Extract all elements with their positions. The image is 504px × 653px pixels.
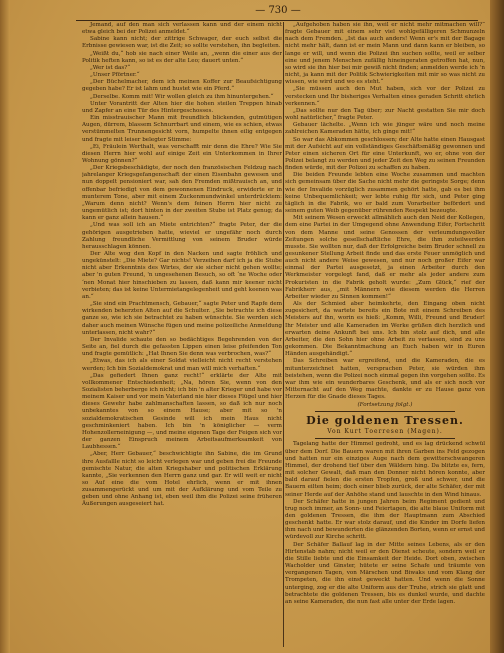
header-rule [76,20,478,21]
paragraph: Der Schäfer hatte in jungen Jahren beim Regiment gedient und trug noch immer, an Sonn- und Feiertagen, die alte blaue Uniform mit den goldenen Tressen, die ihm der Hauptmann zum Abschied geschenkt hatte. Er war stolz darauf, und die Kinder im Dorfe liefen ihm nach und bewunderten die glänzenden Borten, wenn er ernst und würdevoll zur Kirche schritt. [285,498,485,541]
paragraph: „Sie müssen auch den Mut haben, sich vor der Polizei zu verstecken und Ihr bisheriges Verhalten eines geraden Schritt ehrlich verkennen.“ [285,86,485,107]
column-divider [283,22,284,647]
left-column [82,22,282,642]
paragraph: „Weißt du,“ hob sie nach einer Weile an, „wenn die einer aus der Politik heften kann, so ist es der alte Leo; dauert unten.“ [82,50,282,64]
paragraph: Der Invalide schaute den so bedächtiges Begehrenden von der Seite an, fiel durch die gefassten Lippen einen leise pfeifenden Ton und fragte gemütlich: „Hat Ihnen Sie denn was verbrochen, was?“ [82,336,282,358]
paragraph: Als der Schmied aber heimkehrte, den Eingang oben nicht zugesichert, da wartete bereits ein Bote mit einem Schreiben des Meisters auf ihn, worin es hieß: „Komm, Willi, Freund und Bruder! Ihr Meister und alle Kameraden im Werke grüßen dich herzlich und erwarten deine Ankunft bei uns. Ich bin stolz auf dich, und alle Arbeiter, die den Sohn hier ohne Arbeit zu verlassen, sind zu uns gekommen. Die Bekanntmachung an Euch haben wir in Euren Händen ausgehändigt.“ [285,301,485,358]
paragraph: „Aber, Herr Gebauer,“ beschwichtigte ihn Sabine, die im Grund ihre Ausfallle nicht so leicht verlegen war und geben frei die Freunde gemischte Natur, die alten Kriegshaber und politischen Erklärung kannte, „Sie verkennen den Herrn ganz und gar. Er will weit er nicht so Auf eine die vom Hotel ehrlich, wenn er mit ihnen zusammengerückt und um mit der Aufklärung und vom Teile zu geben und ohne Anhang ist, eben weil ihm die Polizei seine früheren Äußerungen ausgeseiert hat. [82,451,282,508]
paragraph: „Der Büchelmacher, dem ich meinen Koffer zur Beaufsichtigung gegeben habe? Er ist lahm und hustet wie ein Pferd.“ [82,79,282,93]
paragraph: „Das sollte nur den Tag über; zur Nacht gestatten Sie mir doch wohl natürlicher,“ fragte Peter. [285,107,485,122]
paragraph: Der Alte wog den Kopf in den Nacken und sagte fröhlich und ungekünstelt: „Die Miete? Gar nichts! Verzeihen darf ich ja die Stube nicht aber Erkenntnis des Wirtes, der sie sicher nicht gehen wollte; aber 'n guten Freund, 'n ungesehenen Besuch, so oft ‘ne Woche oder ‘nen Monat hier hinschieben zu lassen, daß kann mir keener nicht verbieten; das ist keine Untermietangelegenheit und geht keenen was an.“ [82,251,282,300]
paragraph: Gebauer lächelte. „Wenn ich wie jünger wäre und noch meine zahlreichen Kameraden hätte, ich ginge mit!“ [285,122,485,136]
continuation-note: (Fortsetzung folgt.) [357,402,413,409]
paragraph: „Etwas, das ich als einer Soldat vielleicht nicht recht verstehen werden; Ich bin Sozialdemokrat und man will mich verhaften.“ [82,358,282,372]
page-left-edge [0,0,10,653]
paragraph: „Sie sind ein Prachtmensch, Gebauer,“ sagte Peter und Rapfe dem wirkenden beherzten Alten auf die Schulter. „Sie betrachte ich diese ganze so, wie ich sie betrachtet zu haben wünschte. Sie werden sich daher auch meinen Wünsche fügen und meine polizeiliche Anmeldung unterlassen, nicht wahr?“ [82,301,282,336]
paragraph: „Derselbe. Komm mit! Wir wollen gleich zu ihm hinuntergehen.“ [90,93,274,100]
story-byline: Von Kurt Toerresen (Magen). [327,428,443,436]
paragraph: „Unser Pförtner.“ [90,72,140,79]
story-body-text [285,441,485,606]
story-title: Die goldenen Tressen. [306,414,464,428]
paragraph: „Der Kriegsbeschädigte, der noch den französischen Feldzug nach jahrelanger Kriegsgefangenschaft der einen Eisenbahn gewesen und nun doppelt pensioniert war, sah den Fremden mißtrauisch an, und offenbar befriedigt von dem gewonnenen Eindruck, erwiderte er in munterem Tone, aber mit einem Zuckenmundwinkel unterdrücktem: „Warum denn nicht? Wenn's dem feinen Herrn hier nicht zu ungemütlich ist; dort hinten in der zweiten Stube ist Platz genug; da kann er ganz allein hausen.“ [82,165,282,222]
page-number: — 730 — [255,5,301,16]
paragraph: „Das gefiedert Ihnen ganz recht!“ erklärte der Alte mit vollkommener Entschiedenheit; „Na, hören Sie, wenn von den Sozialisten beherberge ich nicht; ich bin 'n alter Krieger und habe vor meinem Kaiser und vor mein Vaterland nie hier dieses Flügel und hier dieses Gewehr habe zahlmanschaften lassen, so daß ich nur noch unbekanntes von so einem Hause; aber mit so 'n sozialdemokratischen Gesinde will ich mein Haus nicht geschminkeniert haben. Ich bin 'n königlicher — verm Hohenzollerneinigung —, und meine eigenen Tage der Feigen sich vor der ganzen Einspruch meinem Arbeitsaufmerksamkeit von Laubhessen.“ [82,372,282,451]
paragraph: „Und was soll ich an Miete entrichten?“ fragte Peter, der die gehörigen ausgetrieben hatte, wieviel er ungefähr noch durch Zahlung freundliche Vermittlung von seinem Bruder würde herausschlagen können. [82,222,282,250]
book-binding [490,0,504,653]
story-continuation-text [285,22,485,401]
title-rule-top [315,411,455,412]
title-rule-bottom [315,438,455,439]
paragraph: Mit seinem Wesen erweckt allmählich auch den Neid der Kollegen, dem eine Partei in der Umgegend ohne Anwendung Eifer, Fortschritt von dem Manne und seine Genossen der verleumdungsvoller Zeitungen solche gesellschaftliche Ehre, die ihm zuteilwerden musste. Sie wollten nur, daß der Erfolgreiche beim Bruder schnell zu gesunkener Stellung Arbeit finde und das erste Feuer unmöglich und auch nicht andere Weise gewesen, und nur noch großer Eifer war einmal der Partei ausgesetzt, ja einen Arbeiter durch den Werkmeister vorgelegt fand, daß er mehr als jeder andere zum Prokuristen in die Fabrik geholt wurde: „Zum Glück,“ rief der Fabrikherr aus, „mit Männern wie diesem werden die Herren Arbeiter wieder zu Sinnen kommen!“ [285,215,485,300]
paragraph: Ein misstrauischer Mann mit freundlich blickenden, gutmütigen Augen, dürrem, blassem Schnurrbart und einem, wie es schien, etwas verstümmelten Trunnengesicht vorn, humpelte ihnen eilig entgegen und fragte mit leiser belegter Stimme: [82,115,282,143]
paragraph: Jemand, auf den man sich verlassen kann und der einem nicht etwa gleich bei der Polizei anmeldet.“ [82,22,282,36]
paragraph: So war das Abkommen geschlossen; der Alte hatte einen Hausgast mit der Aufsicht auf ein vollständiges Geschäftsmäßig gewonnen und Peter einen sicheren Ort für eine Unterkunft, wo er, ohne von der Polizei belangt zu werden und jeder Zeit den Weg zu seinen Freunden finden würde, mit der Polizei zu schaffen zu haben. [285,136,485,172]
paragraph: Das Schreiben war ergreifend, und die Kameraden, die es mitunterzeichnet hatten, versprachen Peter, sie würden ihm beistehen, wenn die Polizei noch einmal gegen ihn vorgehen sollte. Es war ihm wie ein wunderbares Geschenk, und als er sich noch vor Mitternacht auf den Weg machte, dankte er zu Hause ganz von Herzen für die Gnade dieses Tages. [285,358,485,401]
paragraph: Unter Vorantritt der Alten hier die hohen steilen Treppen hinab und Zapfer an eine Tür des Hintergeschosses. [82,100,282,114]
paragraph: „Ei, Fräulein Werthalt, was verschafft mir denn die Ehre? Wie Sie diesen Herrn hier wohl auf einige Zeit ein Unterkommen in Ihrer Wohnung gönnen?“ [82,143,282,164]
paragraph: „Wer ist das?“ [90,64,131,71]
paragraph: Sabine kann nicht; der zittrige Schwager, der euch selbst die Erbnisse gewiesen war, ist die Zeit; so sollte verstehen, ihn begleiten. [82,36,282,50]
paragraph: „Aufgehoben haben sie ihn, weil er nicht mehr mitmachen will?“ fragte Gebauer mit einem sehr viel wohlgefälligeren Schmunzeln nach dem Fremden. „Ist das auch anders! Wenn er's mit der Bagage nicht mehr hält, dann ist er mein Mann und dann kann er bleiben, so lange er will, und wenn die Polizei ihn suchen sollte, weil er selber eine und jenem Menschen zufällig hineingeraten getroffen hat, nun, so wird sie ihn hier bei mir gewiß nicht finden; anmelden werde ich 'n nicht, ja kann mit der Politik Schwierigkeiten mit mir so was nicht zu wissen, wie wird und wo es steht.“ [285,22,485,86]
paragraph: Der Schäfer Ballauf lag in der Mitte seines Lebens, als er den Hirtenstab nahm; nicht weil er den Dienst scheute, sondern weil er die Stille liebte und die Einsamkeit der Heide. Dort oben, zwischen Wacholder und Ginster, hütete er seine Schafe und träumte von vergangenen Tagen, von Märschen und Biwaks und vom Klang der Trompeten, die ihn einst geweckt hatten. Und wenn die Sonne unterging, zog er die alte Uniform aus der Truhe, strich sie glatt und betrachtete die goldenen Tressen, bis es dunkel wurde, und dachte an seine Kameraden, die nun fast alle unter der Erde lagen. [285,541,485,605]
paragraph: Tagelang hatte der Himmel gedroht, und es lag drückend schwül über dem Dorf. Die Bauern waren mit ihren Garben ins Feld gezogen und hatten nur ein einziges Auge nach dem gewitterschwangeren Himmel, der drohend tief über den Wäldern hing. Da blitzte es, fern, mit solcher Gewalt, daß man den Donner nicht hören konnte, aber bald darauf fielen die ersten Tropfen, groß und schwer, und die Bauern eilten heim; doch einer blieb zurück, der alte Schäfer, der mit seiner Herde auf der Anhöhe stand und lauschte in den Wind hinaus. [285,441,485,498]
paragraph: Die beiden Freunde lebten eine Woche zusammen und machten sich gemeinsam über die Sache nicht mehr die geringste Sorge; denn wie der Invalide vorzüglich zusammen gehört hatte, gab es bei ihm keine Unbequemlichkeit; wer lebte ruhig für sich, und Peter ging täglich in die Fabrik, wo er bald zum Vorarbeiter befördert und seinem guten Weib gegenüber rührenden Respekt bezeugte. [285,172,485,215]
right-column [285,22,485,642]
